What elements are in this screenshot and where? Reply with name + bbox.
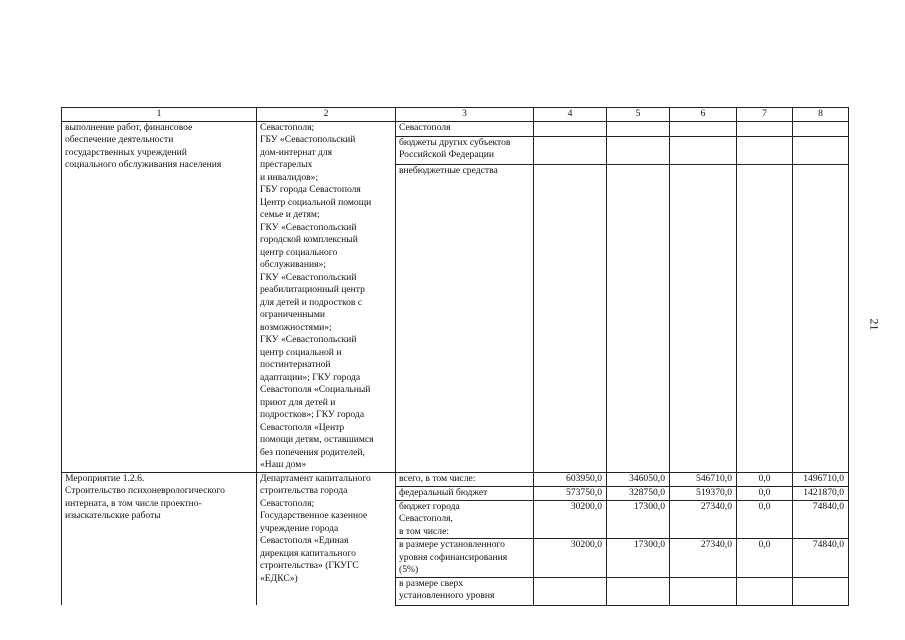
source-cell: бюджеты других субъектов Российской Федерации bbox=[396, 136, 534, 164]
value-cell bbox=[670, 577, 737, 605]
value-cell bbox=[534, 577, 607, 605]
value-cell bbox=[534, 121, 607, 136]
header-cell: 2 bbox=[257, 108, 396, 122]
value-cell bbox=[607, 577, 670, 605]
header-cell: 6 bbox=[670, 108, 737, 122]
executor-cell: Департамент капитального строительства города Севастополя; Государственное казенное учреждение города Севастополя «Единая дирекция капитального строительства» (ГКУГС «ЕДКС») bbox=[257, 472, 396, 605]
value-cell: 30200,0 bbox=[534, 500, 607, 539]
value-cell: 17300,0 bbox=[607, 500, 670, 539]
value-cell bbox=[534, 164, 607, 472]
value-cell: 74840,0 bbox=[793, 539, 849, 578]
header-cell: 4 bbox=[534, 108, 607, 122]
value-cell bbox=[793, 164, 849, 472]
source-cell: всего, в том числе: bbox=[396, 472, 534, 486]
value-cell: 328750,0 bbox=[607, 486, 670, 500]
header-cell: 5 bbox=[607, 108, 670, 122]
value-cell: 573750,0 bbox=[534, 486, 607, 500]
value-cell: 30200,0 bbox=[534, 539, 607, 578]
value-cell: 0,0 bbox=[737, 486, 793, 500]
header-cell: 7 bbox=[737, 108, 793, 122]
table-row bbox=[62, 121, 849, 136]
value-cell bbox=[607, 136, 670, 164]
value-cell: 0,0 bbox=[737, 500, 793, 539]
value-cell bbox=[793, 136, 849, 164]
source-cell: бюджет города Севастополя, в том числе: bbox=[396, 500, 534, 539]
value-cell: 27340,0 bbox=[670, 500, 737, 539]
value-cell bbox=[793, 121, 849, 136]
value-cell: 603950,0 bbox=[534, 472, 607, 486]
header-cell: 3 bbox=[396, 108, 534, 122]
value-cell bbox=[670, 121, 737, 136]
value-cell bbox=[793, 577, 849, 605]
value-cell: 519370,0 bbox=[670, 486, 737, 500]
source-cell: федеральный бюджет bbox=[396, 486, 534, 500]
value-cell: 1421870,0 bbox=[793, 486, 849, 500]
table-row bbox=[62, 472, 849, 486]
source-cell: в размере установленного уровня софинансирования (5%) bbox=[396, 539, 534, 578]
value-cell: 0,0 bbox=[737, 472, 793, 486]
measure-cell: Мероприятие 1.2.6. Строительство психоневрологического интерната, в том числе проектно- изыскательские работы bbox=[62, 472, 257, 605]
page-number: 21 bbox=[867, 318, 882, 331]
value-cell: 346050,0 bbox=[607, 472, 670, 486]
value-cell bbox=[670, 164, 737, 472]
header-cell: 1 bbox=[62, 108, 257, 122]
value-cell bbox=[737, 577, 793, 605]
value-cell: 1496710,0 bbox=[793, 472, 849, 486]
value-cell: 27340,0 bbox=[670, 539, 737, 578]
value-cell bbox=[737, 164, 793, 472]
source-cell: Севастополя bbox=[396, 121, 534, 136]
value-cell: 0,0 bbox=[737, 539, 793, 578]
value-cell: 546710,0 bbox=[670, 472, 737, 486]
value-cell bbox=[607, 121, 670, 136]
header-cell: 8 bbox=[793, 108, 849, 122]
value-cell bbox=[737, 136, 793, 164]
value-cell: 74840,0 bbox=[793, 500, 849, 539]
header-row bbox=[62, 108, 849, 122]
value-cell bbox=[607, 164, 670, 472]
value-cell: 17300,0 bbox=[607, 539, 670, 578]
source-cell: в размере сверх установленного уровня bbox=[396, 577, 534, 605]
value-cell bbox=[670, 136, 737, 164]
value-cell bbox=[534, 136, 607, 164]
measure-cell: выполнение работ, финансовое обеспечение деятельности государственных учреждений социального обслуживания населения bbox=[62, 121, 257, 472]
value-cell bbox=[737, 121, 793, 136]
executor-cell: Севастополя; ГБУ «Севастопольский дом-интернат для престарелых и инвалидов»; ГБУ города Севастополя Центр социальной помощи семье и детям; ГКУ «Севастопольский городской комплексный центр социального обслуживания»; ГКУ «Севастопольский реабилитационный центр для детей и подростков с ограниченными возможностями»; ГКУ «Севастопольский центр социальной и постинтернатной адаптации»; ГКУ города Севастополя «Социальный приют для детей и подростков»; ГКУ города Севастополя «Центр помощи детям, оставшимся без попечения родителей, «Наш дом» bbox=[257, 121, 396, 472]
source-cell: внебюджетные средства bbox=[396, 164, 534, 472]
financing-table bbox=[61, 107, 849, 606]
